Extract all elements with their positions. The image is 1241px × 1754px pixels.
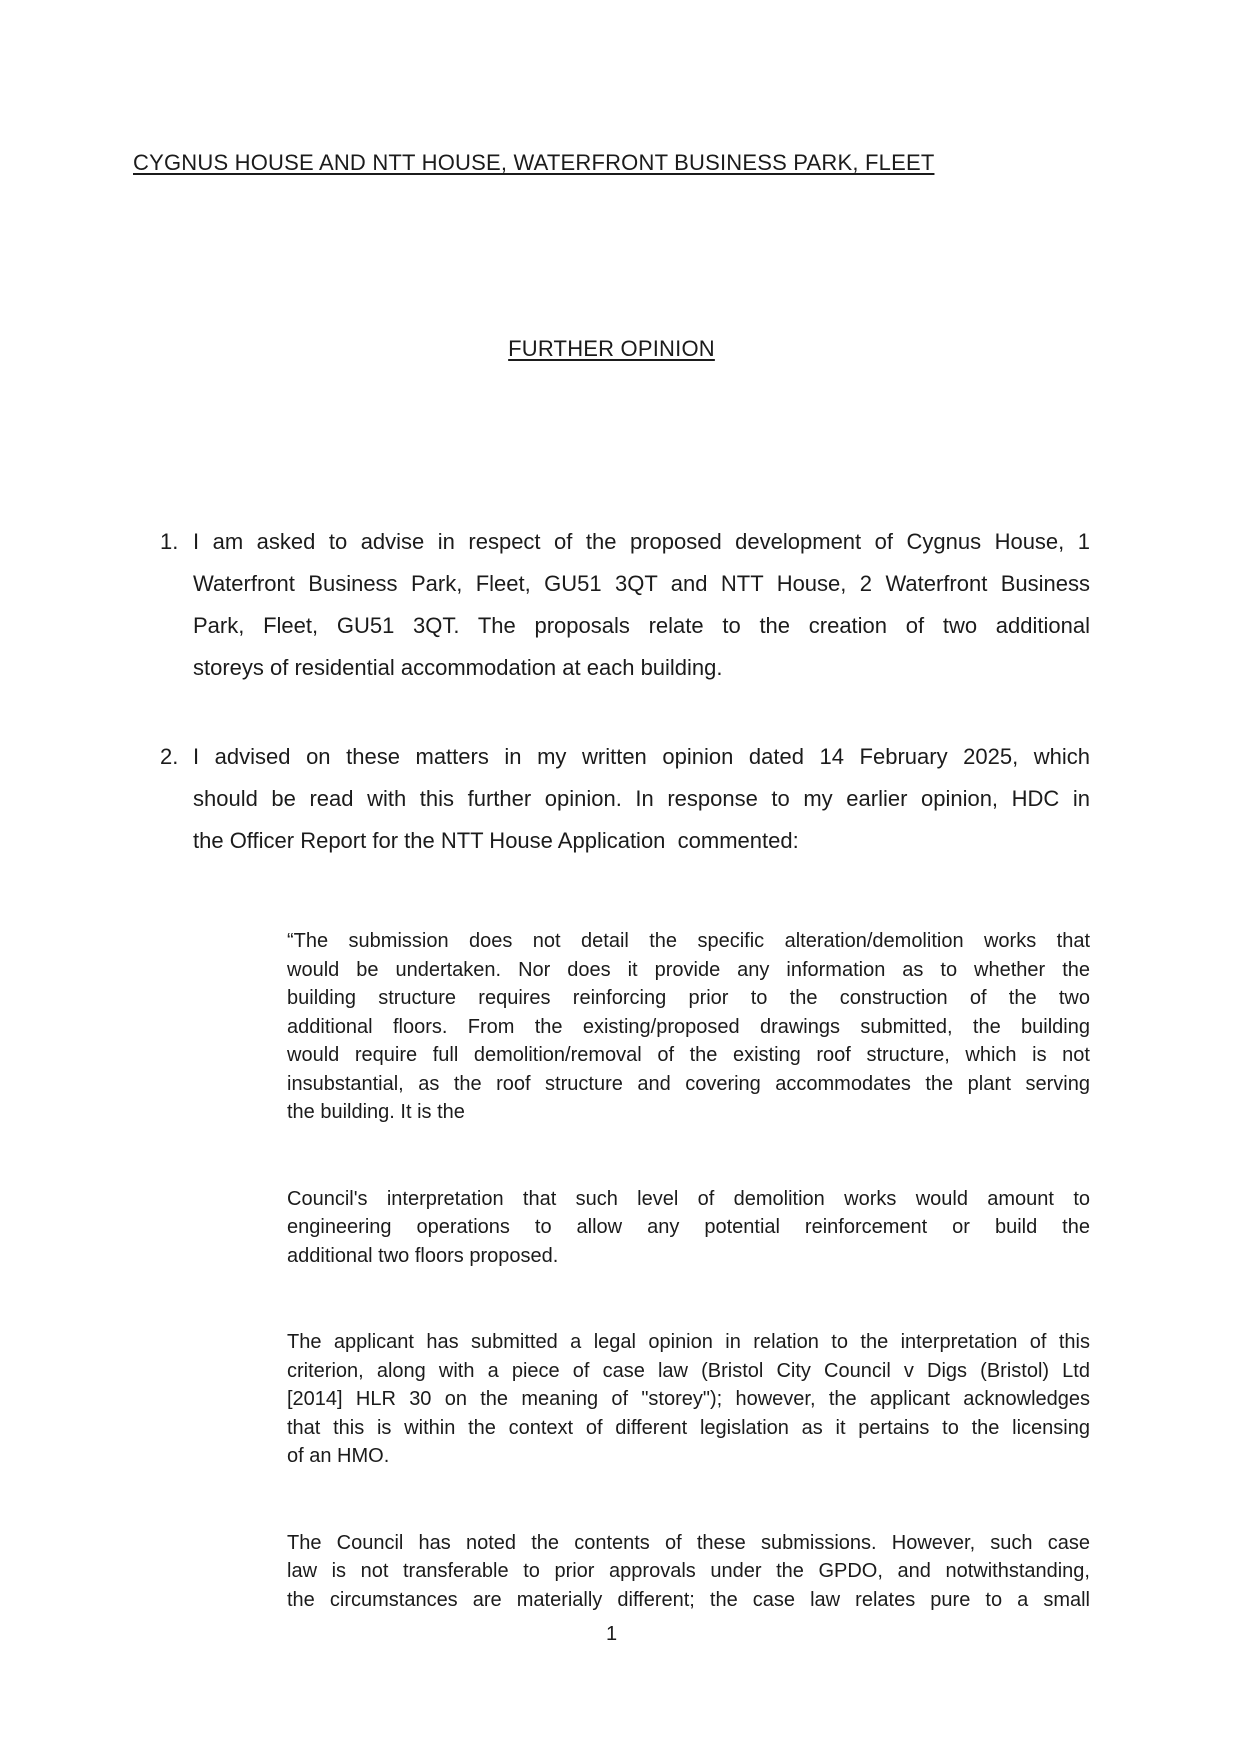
quoted-block-3 (287, 1328, 1090, 1471)
text-line: I am asked to advise in respect of the proposed development of Cygnus House, 1 (193, 529, 1090, 554)
text-line: the Officer Report for the NTT House Application commented: (193, 828, 799, 853)
numbered-paragraphs (133, 521, 1090, 862)
text-line: would be undertaken. Nor does it provide any information as to whether the (287, 958, 1090, 981)
text-line: engineering operations to allow any potential reinforcement or build the (287, 1216, 1090, 1238)
opinion-heading: FURTHER OPINION (508, 336, 715, 361)
text-line: insubstantial, as the roof structure and covering accommodates the plant serving (287, 1072, 1090, 1095)
text-line: that this is within the context of different legislation as it pertains to the licensing (287, 1416, 1090, 1439)
paragraph-number: 1. (160, 529, 179, 554)
paragraph-text (193, 736, 1090, 862)
quoted-block-1 (287, 927, 1090, 1127)
paragraph-text (193, 521, 1090, 689)
text-line: should be read with this further opinion. In response to my earlier opinion, HDC in (193, 786, 1090, 811)
text-line: criterion, along with a piece of case law (Bristol City Council v Digs (Bristol) Ltd (287, 1359, 1090, 1382)
text-line: storeys of residential accommodation at each building. (193, 655, 723, 680)
text-line: The Council has noted the contents of these submissions. However, such case (287, 1531, 1090, 1554)
text-line: building structure requires reinforcing prior to the construction of the two (287, 987, 1090, 1009)
quoted-block-4 (287, 1529, 1090, 1615)
text-line: additional two floors proposed. (287, 1244, 559, 1267)
numbered-paragraph-2 (133, 736, 1090, 862)
text-line: “The submission does not detail the specific alteration/demolition works that (287, 930, 1090, 952)
page-number: 1 (605, 1623, 618, 1645)
document-content (133, 150, 1090, 1647)
paragraph-number: 2. (160, 744, 179, 769)
text-line: Waterfront Business Park, Fleet, GU51 3QT and NTT House, 2 Waterfront Business (193, 571, 1090, 596)
text-line: The applicant has submitted a legal opinion in relation to the interpretation of this (287, 1331, 1090, 1353)
text-line: the circumstances are materially different; the case law relates pure to a small (287, 1588, 1090, 1611)
text-line: the building. It is the (287, 1101, 465, 1123)
text-line: would require full demolition/removal of the existing roof structure, which is not (287, 1044, 1090, 1066)
quoted-block-2 (287, 1185, 1090, 1271)
text-line: [2014] HLR 30 on the meaning of "storey"); however, the applicant acknowledges (287, 1388, 1090, 1410)
text-line: of an HMO. (287, 1445, 390, 1467)
text-line: law is not transferable to prior approvals under the GPDO, and notwithstanding, (287, 1560, 1090, 1582)
numbered-paragraph-1 (133, 521, 1090, 689)
document-title: CYGNUS HOUSE AND NTT HOUSE, WATERFRONT BUSINESS PARK, FLEET (133, 150, 935, 175)
text-line: I advised on these matters in my written opinion dated 14 February 2025, which (193, 744, 1090, 769)
text-line: additional floors. From the existing/proposed drawings submitted, the building (287, 1015, 1090, 1038)
text-line: Park, Fleet, GU51 3QT. The proposals relate to the creation of two additional (193, 613, 1090, 638)
text-line: Council's interpretation that such level of demolition works would amount to (287, 1187, 1090, 1210)
